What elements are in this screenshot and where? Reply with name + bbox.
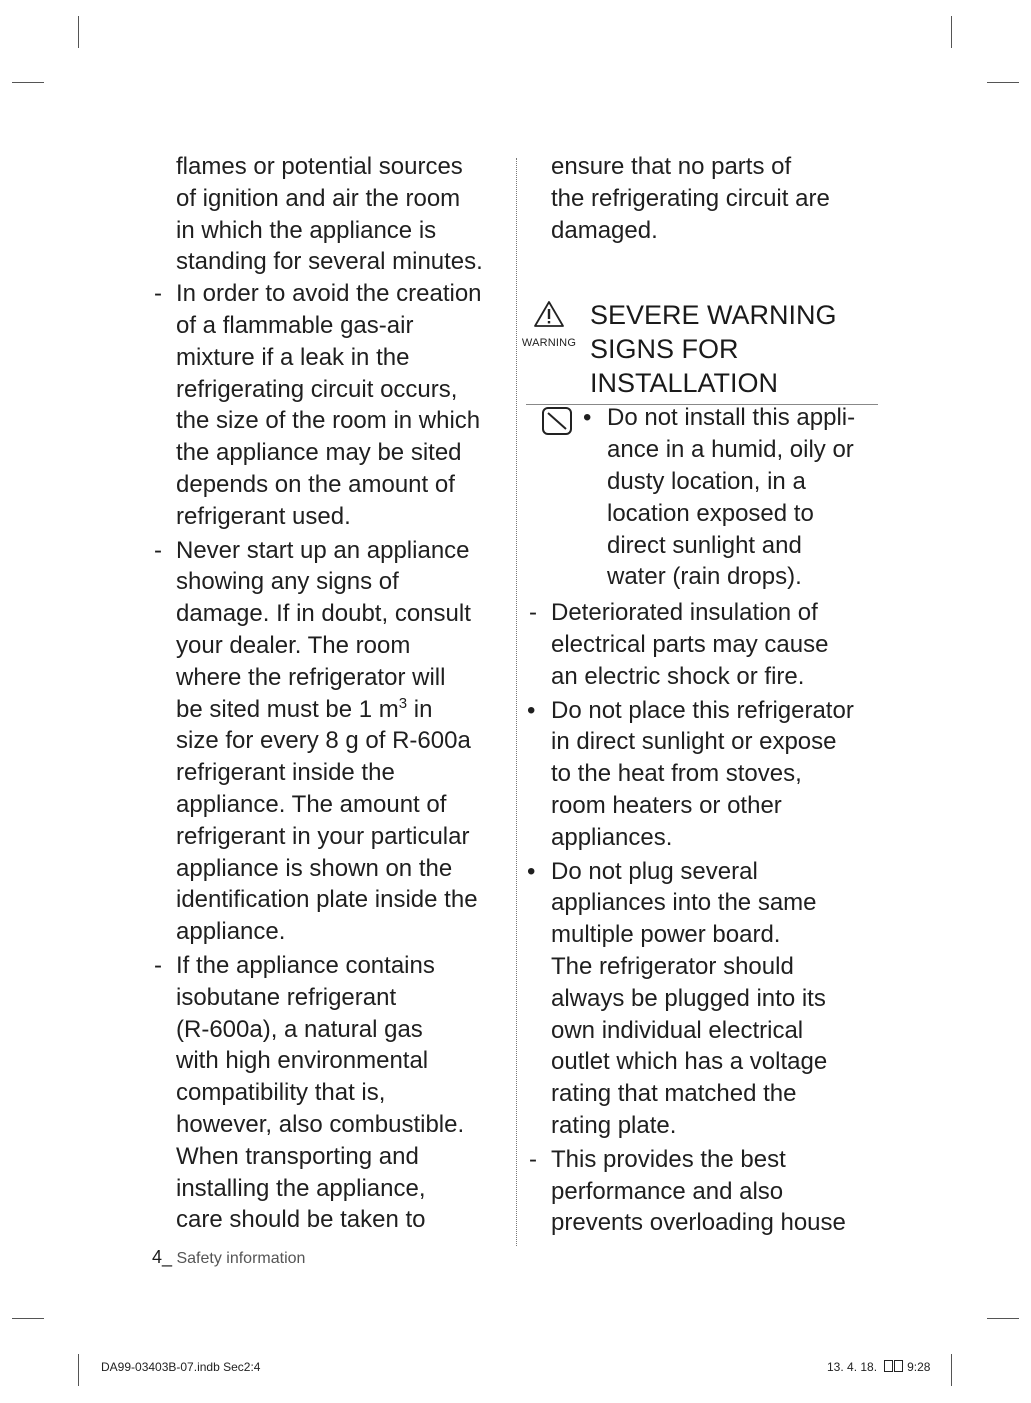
text-line: prevents overloading house [551, 1209, 846, 1237]
bullet-marker: • [583, 404, 592, 432]
text-segment: be sited must be 1 m [176, 695, 399, 723]
dash-marker: - [154, 536, 162, 564]
text-line: showing any signs of [176, 568, 399, 596]
crop-mark [12, 1318, 44, 1319]
text-line: identification plate inside the [176, 886, 478, 914]
missing-glyph-icon [884, 1360, 893, 1372]
slug-time: 9:28 [907, 1360, 931, 1374]
text-line: the refrigerating circuit are [551, 184, 830, 212]
warning-triangle-icon [533, 300, 565, 328]
text-segment: in [407, 695, 433, 723]
text-line: appliance is shown on the [176, 854, 453, 882]
text-line: of a flammable gas-air [176, 311, 414, 339]
text-line: the size of the room in which [176, 407, 481, 435]
text-line: installing the appliance, [176, 1174, 426, 1202]
text-line: standing for several minutes. [176, 248, 483, 276]
text-line: isobutane refrigerant [176, 983, 397, 1011]
text-line: Do not install this appli- [607, 404, 856, 432]
text-line: dusty location, in a [607, 467, 806, 495]
list-item [525, 597, 880, 692]
title-line: INSTALLATION [590, 368, 779, 399]
bullet-marker: • [527, 857, 536, 885]
text-line [176, 694, 510, 726]
dash-marker: - [529, 1145, 537, 1173]
text-line: damage. If in doubt, consult [176, 600, 471, 628]
text-line: room heaters or other [551, 791, 782, 819]
text-line: Never start up an appliance [176, 536, 470, 564]
prohibition-icon [541, 406, 573, 445]
text-line: the appliance may be sited [176, 439, 462, 467]
list-item [525, 695, 880, 854]
text-line: performance and also [551, 1177, 784, 1205]
text-line: however, also combustible. [176, 1110, 465, 1138]
prohibited-list-item [525, 402, 880, 593]
section-title [590, 298, 837, 400]
text-line: your dealer. The room [176, 631, 411, 659]
column-divider [516, 158, 517, 1246]
text-line: an electric shock or fire. [551, 662, 805, 690]
text-line: This provides the best [551, 1145, 786, 1173]
continuation-paragraph [525, 151, 880, 246]
text-line: of ignition and air the room [176, 184, 461, 212]
title-line: SEVERE WARNING [590, 300, 837, 331]
text-line: ensure that no parts of [551, 153, 792, 180]
section-name: Safety information [172, 1250, 306, 1267]
text-line: Do not place this refrigerator [551, 696, 854, 724]
text-line: always be plugged into its [551, 984, 826, 1012]
list-item [150, 535, 510, 948]
dash-marker: - [154, 280, 162, 308]
text-line: own individual electrical [551, 1016, 804, 1044]
text-line: damaged. [551, 216, 658, 244]
text-line: rating that matched the [551, 1080, 797, 1108]
right-column [521, 151, 880, 1241]
text-line: water (rain drops). [607, 563, 802, 591]
page-number: 4_ [152, 1247, 173, 1267]
print-slug-date [827, 1360, 930, 1374]
text-line: When transporting and [176, 1142, 419, 1170]
text-line: In order to avoid the creation [176, 280, 482, 308]
left-column [150, 151, 510, 1238]
text-line: rating plate. [551, 1111, 677, 1139]
text-line: compatibility that is, [176, 1079, 386, 1107]
text-line: in direct sunlight or expose [551, 728, 837, 756]
text-line: appliances. [551, 823, 673, 851]
text-line: flames or potential sources [176, 153, 463, 180]
text-line: If the appliance contains [176, 951, 435, 979]
warning-badge [519, 300, 579, 349]
text-line: where the refrigerator will [176, 663, 446, 691]
warning-label: WARNING [521, 337, 577, 350]
text-line: outlet which has a voltage [551, 1048, 828, 1076]
text-line: appliances into the same [551, 889, 817, 917]
missing-glyph-icon [894, 1360, 903, 1372]
text-line: appliance. [176, 918, 286, 946]
text-line: ance in a humid, oily or [607, 436, 854, 464]
text-line: appliance. The amount of [176, 790, 447, 818]
text-line: electrical parts may cause [551, 630, 829, 658]
text-line: multiple power board. [551, 921, 781, 949]
superscript: 3 [398, 694, 408, 712]
crop-mark [951, 16, 952, 48]
dash-marker: - [529, 599, 537, 627]
text-line: Deteriorated insulation of [551, 599, 818, 627]
list-item [525, 856, 880, 1142]
list-item [150, 950, 510, 1236]
text-line: The refrigerator should [551, 952, 794, 980]
text-line: refrigerating circuit occurs, [176, 375, 458, 403]
crop-mark [12, 82, 44, 83]
text-line: to the heat from stoves, [551, 760, 802, 788]
print-slug-file: DA99-03403B-07.indb Sec2:4 [101, 1360, 261, 1374]
text-line: refrigerant used. [176, 502, 351, 530]
bullet-marker: • [527, 696, 536, 724]
page-footer [152, 1247, 305, 1268]
dash-marker: - [154, 951, 162, 979]
text-line: Do not plug several [551, 857, 758, 885]
text-line: (R-600a), a natural gas [176, 1015, 423, 1043]
crop-mark [78, 1354, 79, 1386]
list-item [150, 278, 510, 532]
list-item [525, 1144, 880, 1239]
text-line: care should be taken to [176, 1206, 426, 1234]
text-line: direct sunlight and [607, 531, 802, 559]
crop-mark [78, 16, 79, 48]
text-line: with high environmental [176, 1047, 429, 1075]
title-line: SIGNS FOR [590, 334, 739, 365]
text-line: mixture if a leak in the [176, 343, 410, 371]
text-line: size for every 8 g of R-600a [176, 727, 471, 755]
text-line: location exposed to [607, 499, 814, 527]
text-line: refrigerant inside the [176, 759, 395, 787]
spacer [525, 246, 880, 298]
crop-mark [987, 1318, 1019, 1319]
heading-rule [526, 404, 878, 405]
warning-heading [521, 298, 880, 399]
slug-date: 13. 4. 18. [827, 1360, 878, 1374]
text-line: refrigerant in your particular [176, 822, 470, 850]
text-line: depends on the amount of [176, 470, 455, 498]
crop-mark [951, 1354, 952, 1386]
continuation-paragraph [150, 151, 510, 278]
text-line: in which the appliance is [176, 216, 437, 244]
crop-mark [987, 82, 1019, 83]
